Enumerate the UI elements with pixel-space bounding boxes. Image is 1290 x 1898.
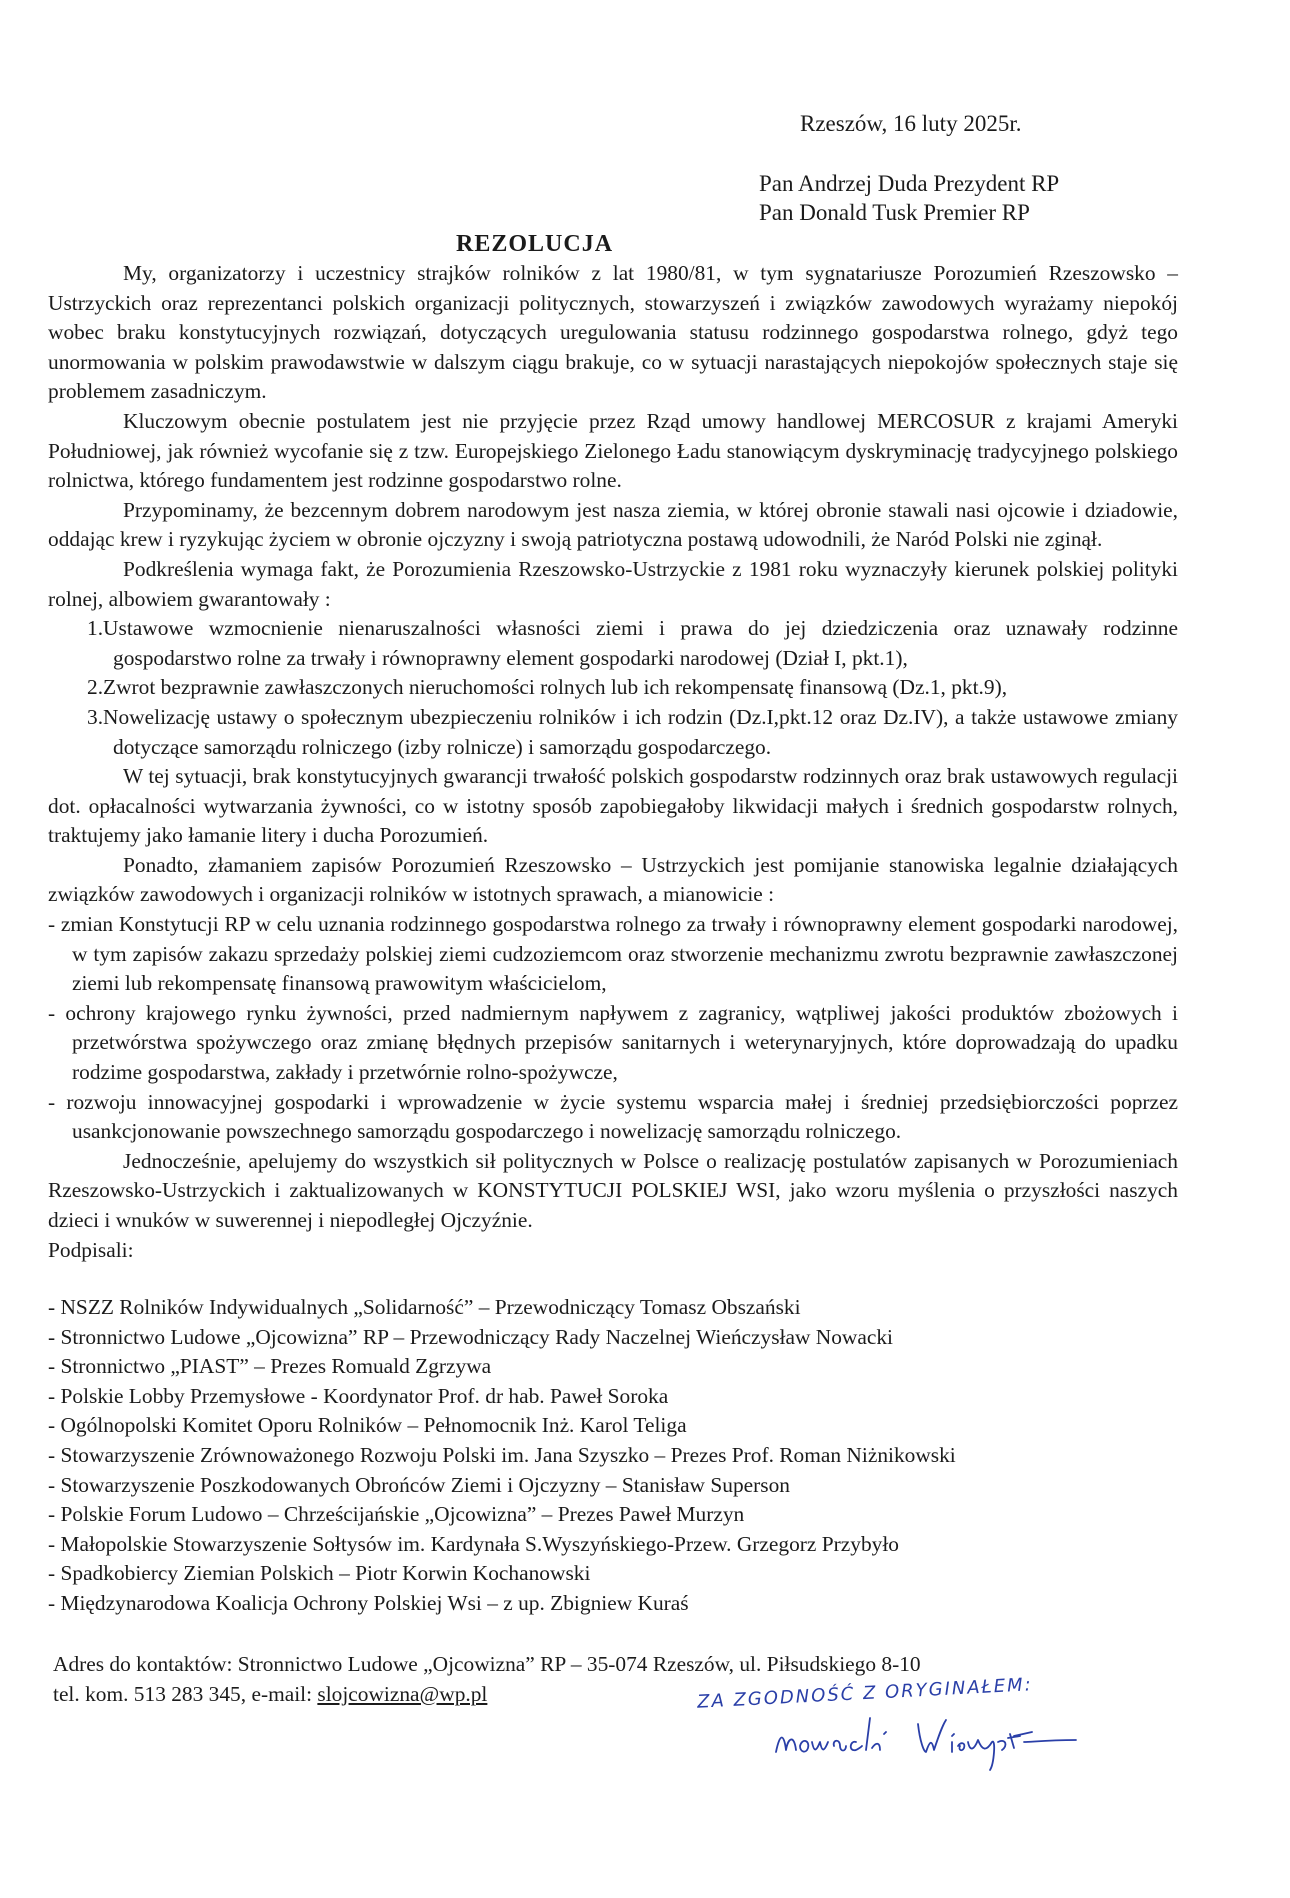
issue-item-2: - ochrony krajowego rynku żywności, przed nadmiernym napływem z zagranicy, wątpliwej jakości produktów zbożowych i przetwórstwa spożywczego oraz zmianę błędnych przepisów sanitarnych i weterynaryjnych, które doprowadzają do upadku rodzime gospodarstwa, zakłady i przetwórnie rolno-spożywcze,	[48, 1000, 1178, 1085]
resolution-body	[48, 259, 1178, 1265]
signatory: - Polskie Forum Ludowo – Chrześcijańskie „Ojcowizna” – Prezes Paweł Murzyn	[48, 1502, 745, 1527]
guarantee-item-2: 2.Zwrot bezprawnie zawłaszczonych nieruchomości rolnych lub ich rekompensatę finansową (Dz.1, pkt.9),	[87, 675, 1008, 700]
signatory: - Polskie Lobby Przemysłowe - Koordynator Prof. dr hab. Paweł Soroka	[48, 1383, 669, 1408]
signatory: - Spadkobiercy Ziemian Polskich – Piotr Korwin Kochanowski	[48, 1561, 591, 1586]
contact-email-link[interactable]: slojcowizna@wp.pl	[317, 1681, 488, 1706]
signatory: - Stronnictwo Ludowe „Ojcowizna” RP – Przewodniczący Rady Naczelnej Wieńczysław Nowacki	[48, 1324, 893, 1349]
signatories-list	[48, 1293, 956, 1619]
paragraph-7: Jednocześnie, apelujemy do wszystkich sił politycznych w Polsce o realizację postulatów zapisanych w Porozumieniach Rzeszowsko-Ustrzyckich i zaktualizowanych w KONSTYTUCJI POLSKIEJ WSI, jako wzoru myślenia o przyszłości naszych dzieci i wnuków w suwerennej i niepodległej Ojczyźnie.	[48, 1148, 1178, 1232]
signatory: - Stowarzyszenie Poszkodowanych Obrońców Ziemi i Ojczyzny – Stanisław Superson	[48, 1472, 790, 1497]
paragraph-3: Przypominamy, że bezcennym dobrem narodowym jest nasza ziemia, w której obronie stawali nasi ojcowie i dziadowie, oddając krew i ryzykując życiem w obronie ojczyzny i swoją patriotyczna postawą udowodnili, że Naród Polski nie zginął.	[48, 497, 1178, 552]
paragraph-2: Kluczowym obecnie postulatem jest nie przyjęcie przez Rząd umowy handlowej MERCOSUR z krajami Ameryki Południowej, jak również wycofanie się z tzw. Europejskiego Zielonego Ładu stanowiącym dyskryminację tradycyjnego polskiego rolnictwa, którego fundamentem jest rodzinne gospodarstwo rolne.	[48, 408, 1178, 493]
contact-address: Adres do kontaktów: Stronnictwo Ludowe „Ojcowizna” RP – 35-074 Rzeszów, ul. Piłsudskiego 8-10	[53, 1652, 921, 1676]
certification-note: ZA ZGODNOŚĆ Z ORYGINAŁEM:	[696, 1674, 1034, 1713]
paragraph-1: My, organizatorzy i uczestnicy strajków rolników z lat 1980/81, w tym sygnatariusze Porozumień Rzeszowsko – Ustrzyckich oraz reprezentanci polskich organizacji politycznych, stowarzyszeń i związków zawodowych wyrażamy niepokój wobec braku konstytucyjnych rozwiązań, dotyczących uregulowania statusu rodzinnego gospodarstwa rolnego, gdyż tego unormowania w polskim prawodawstwie w dalszym ciągu brakuje, co w sytuacji narastających niepokojów społecznych staje się problemem zasadniczym.	[48, 261, 1178, 404]
letter-date: Rzeszów, 16 luty 2025r.	[800, 111, 1022, 136]
recipient-president: Pan Andrzej Duda Prezydent RP	[759, 171, 1060, 196]
paragraph-4: Podkreślenia wymaga fakt, że Porozumienia Rzeszowsko-Ustrzyckie z 1981 roku wyznaczyły kierunek polskiej polityki rolnej, albowiem gwarantowały :	[48, 556, 1178, 611]
handwritten-signature	[770, 1712, 1090, 1772]
signatory: - Stowarzyszenie Zrównoważonego Rozwoju Polski im. Jana Szyszko – Prezes Prof. Roman Niżnikowski	[48, 1442, 956, 1467]
paragraph-6: Ponadto, złamaniem zapisów Porozumień Rzeszowsko – Ustrzyckich jest pomijanie stanowiska legalnie działających związków zawodowych i organizacji rolników w istotnych sprawach, a mianowicie :	[48, 852, 1178, 907]
document-title: REZOLUCJA	[456, 231, 614, 257]
paragraph-5: W tej sytuacji, brak konstytucyjnych gwarancji trwałość polskich gospodarstw rodzinnych oraz brak ustawowych regulacji dot. opłacalności wytwarzania żywności, co w istotny sposób zapobiegałoby likwidacji małych i średnich gospodarstw rolnych, traktujemy jako łamanie litery i ducha Porozumień.	[48, 764, 1178, 848]
guarantee-item-1: 1.Ustawowe wzmocnienie nienaruszalności własności ziemi i prawa do jej dziedziczenia oraz uznawały rodzinne gospodarstwo rolne za trwały i równoprawny element gospodarki narodowej (Dział I, pkt.1),	[87, 616, 1178, 670]
contact-phone: tel. kom. 513 283 345, e-mail:	[53, 1681, 318, 1706]
signatory: - Ogólnopolski Komitet Oporu Rolników – Pełnomocnik Inż. Karol Teliga	[48, 1413, 687, 1438]
signatory: - Małopolskie Stowarzyszenie Sołtysów im. Kardynała S.Wyszyńskiego-Przew. Grzegorz Przybyło	[48, 1531, 899, 1556]
recipient-premier: Pan Donald Tusk Premier RP	[759, 200, 1030, 225]
guarantee-item-3: 3.Nowelizację ustawy o społecznym ubezpieczeniu rolników i ich rodzin (Dz.I,pkt.12 oraz Dz.IV), a także ustawowe zmiany dotyczące samorządu rolniczego (izby rolnicze) i samorządu gospodarczego.	[87, 704, 1178, 759]
signatory: - Międzynarodowa Koalicja Ochrony Polskiej Wsi – z up. Zbigniew Kuraś	[48, 1590, 689, 1615]
issue-item-3: - rozwoju innowacyjnej gospodarki i wprowadzenie w życie systemu wsparcia małej i średniej przedsiębiorczości poprzez usankcjonowanie powszechnego samorządu gospodarczego i nowelizację samorządu rolniczego.	[48, 1089, 1178, 1144]
signatures-heading: Podpisali:	[48, 1237, 134, 1262]
signatory: - Stronnictwo „PIAST” – Prezes Romuald Zgrzywa	[48, 1354, 492, 1379]
signatory: - NSZZ Rolników Indywidualnych „Solidarność” – Przewodniczący Tomasz Obszański	[48, 1295, 801, 1319]
issue-item-1: - zmian Konstytucji RP w celu uznania rodzinnego gospodarstwa rolnego za trwały i równoprawny element gospodarki narodowej, w tym zapisów zakazu sprzedaży polskiej ziemi cudzoziemcom oraz stworzenie mechanizmu zwrotu bezprawnie zawłaszczonej ziemi lub rekompensatę finansową prawowitym właścicielom,	[48, 912, 1178, 996]
